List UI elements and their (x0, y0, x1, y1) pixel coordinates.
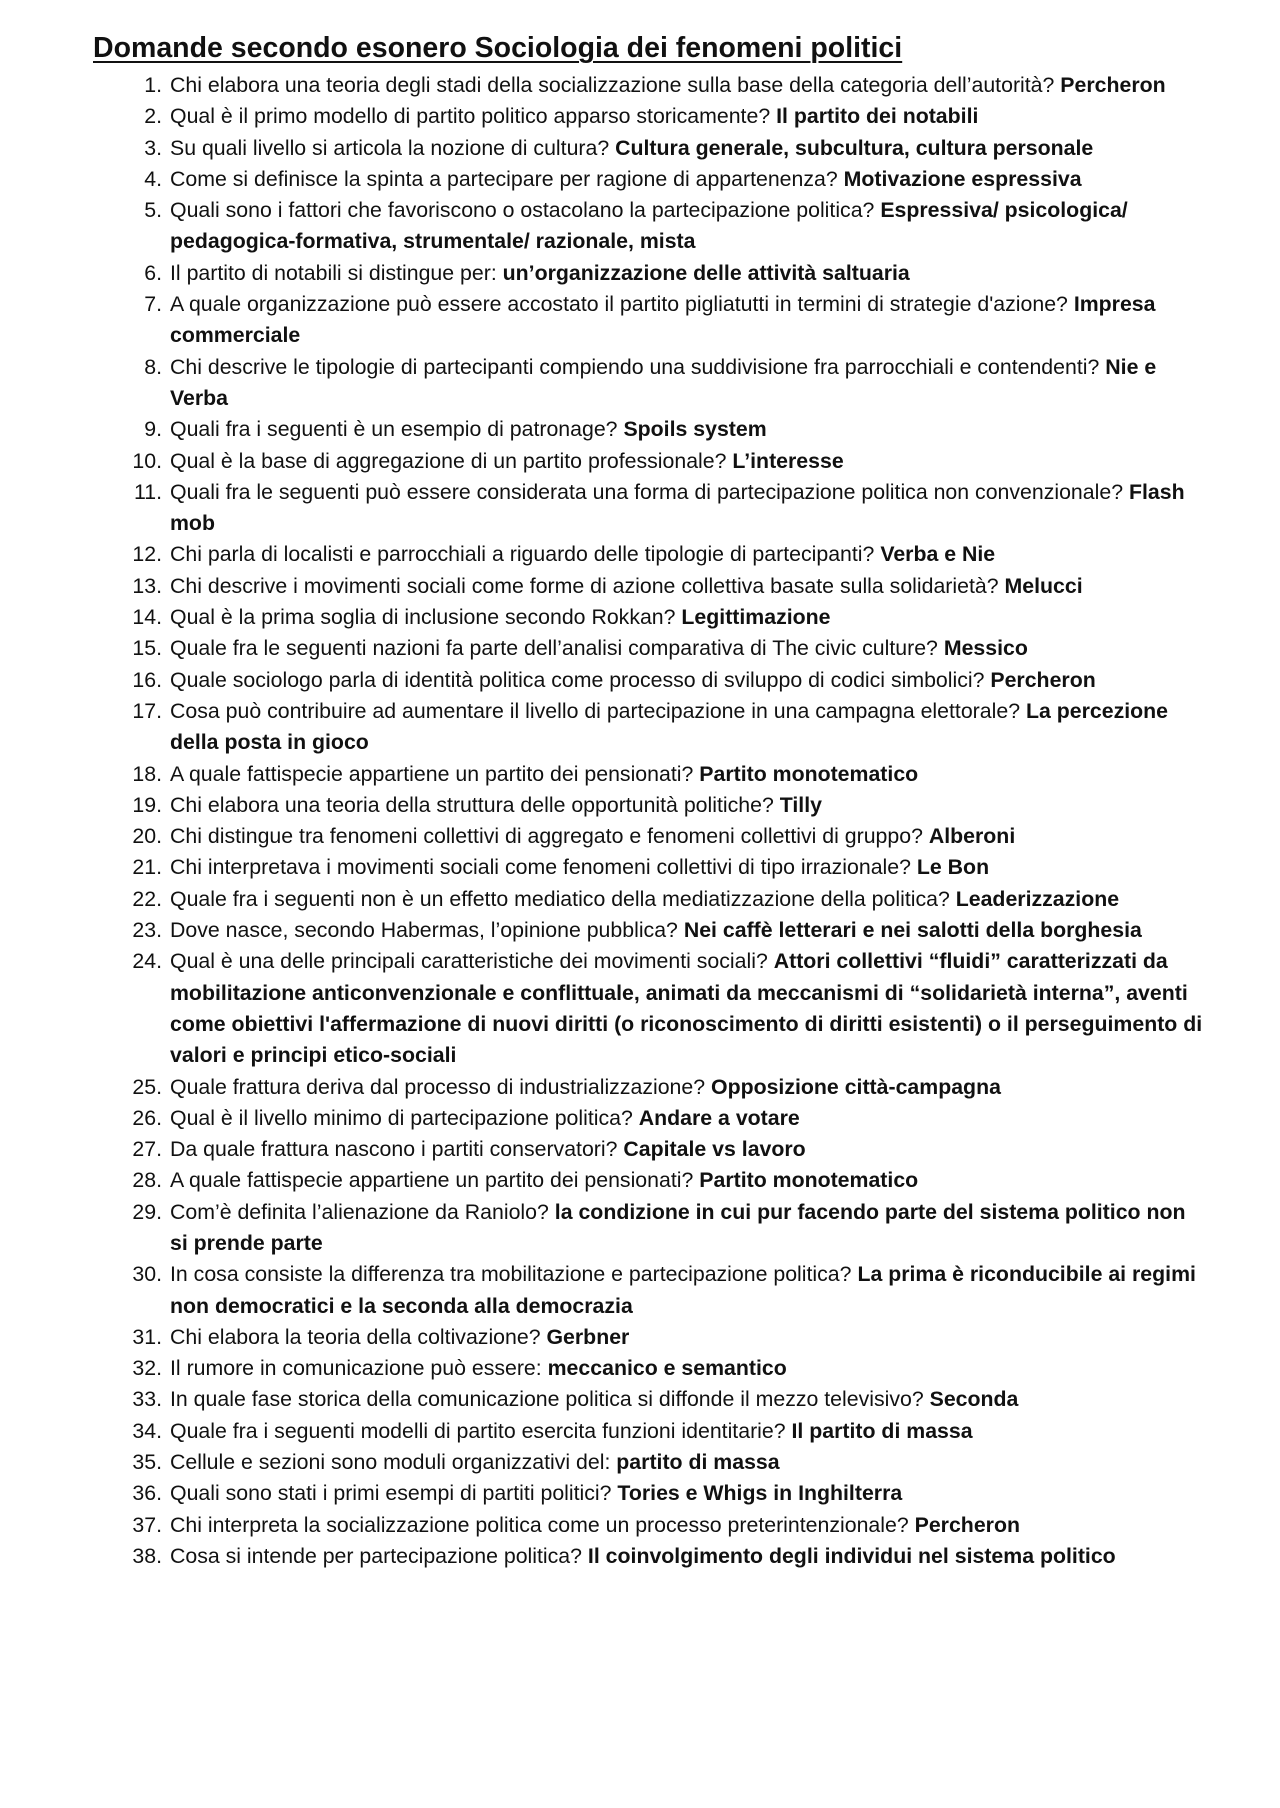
question-text: Quali fra le seguenti può essere considerata una forma di partecipazione politica non convenzionale? (170, 479, 1124, 504)
question-item (130, 915, 1205, 946)
answer-text: partito di massa (616, 1450, 780, 1475)
answer-text: Capitale vs lavoro (623, 1137, 806, 1162)
question-item (130, 446, 1205, 477)
question-text: Chi elabora la teoria della coltivazione? (170, 1324, 541, 1349)
question-item (130, 1259, 1205, 1322)
answer-text: Verba e Nie (880, 542, 996, 567)
answer-text: Nei caffè letterari e nei salotti della borghesia (683, 918, 1142, 943)
question-text: Qual è il livello minimo di partecipazione politica? (170, 1105, 633, 1130)
question-number: 27 . (130, 1134, 162, 1165)
question-number: 7 . (130, 289, 162, 320)
question-item (130, 70, 1205, 101)
question-text: Quale fra i seguenti non è un effetto mediatico della mediatizzazione della politica? (170, 886, 950, 911)
question-number: 3 . (130, 133, 162, 164)
question-item (130, 352, 1205, 415)
question-item (130, 602, 1205, 633)
answer-text: Percheron (990, 667, 1096, 692)
question-number: 34 . (130, 1416, 162, 1447)
question-text: Chi interpreta la socializzazione politica come un processo preterintenzionale? (170, 1512, 909, 1537)
question-number: 21 . (130, 852, 162, 883)
answer-text: Flash mob (170, 479, 1185, 536)
question-number: 1 . (130, 70, 162, 101)
answer-text: Gerbner (546, 1324, 630, 1349)
answer-text: Le Bon (916, 855, 990, 880)
question-text: Cellule e sezioni sono moduli organizzativi del: (170, 1450, 611, 1475)
question-number: 12 . (130, 539, 162, 570)
question-number: 25 . (130, 1072, 162, 1103)
answer-text: Il partito di massa (791, 1418, 973, 1443)
question-item (130, 289, 1205, 352)
question-number: 32 . (130, 1353, 162, 1384)
question-number: 31 . (130, 1322, 162, 1353)
question-item (130, 1134, 1205, 1165)
question-number: 36 . (130, 1478, 162, 1509)
answer-text: Opposizione città-campagna (711, 1074, 1001, 1099)
question-item (130, 696, 1205, 759)
question-number: 26 . (130, 1103, 162, 1134)
question-text: Chi interpretava i movimenti sociali come fenomeni collettivi di tipo irrazionale? (170, 855, 911, 880)
question-text: Cosa si intende per partecipazione politica? (170, 1543, 582, 1568)
question-item (130, 946, 1205, 1071)
question-text: In cosa consiste la differenza tra mobilitazione e partecipazione politica? (170, 1262, 852, 1287)
question-number: 23 . (130, 915, 162, 946)
question-item (130, 1541, 1205, 1572)
question-item (130, 571, 1205, 602)
question-text: A quale fattispecie appartiene un partito dei pensionati? (170, 761, 694, 786)
answer-text: Seconda (929, 1387, 1019, 1412)
question-text: Come si definisce la spinta a partecipare per ragione di appartenenza? (170, 166, 838, 191)
answer-text: Espressiva/ psicologica/ pedagogica-formativa, strumentale/ razionale, mista (170, 198, 1128, 254)
question-item (130, 258, 1205, 289)
question-item (130, 164, 1205, 195)
question-text: Dove nasce, secondo Habermas, l’opinione pubblica? (170, 918, 678, 943)
question-number: 4 . (130, 164, 162, 195)
question-item (130, 1103, 1205, 1134)
question-text: Qual è la prima soglia di inclusione secondo Rokkan? (170, 605, 676, 630)
answer-text: Tories e Whigs in Inghilterra (617, 1481, 903, 1506)
question-number: 5 . (130, 195, 162, 226)
answer-text: Il partito dei notabili (776, 104, 979, 129)
question-item (130, 1478, 1205, 1509)
answer-text: Melucci (1004, 573, 1083, 598)
question-item (130, 1197, 1205, 1260)
question-number: 13 . (130, 571, 162, 602)
answer-text: Messico (943, 636, 1028, 661)
question-number: 30 . (130, 1259, 162, 1290)
answer-text: Partito monotematico (699, 1168, 919, 1193)
question-item (130, 133, 1205, 164)
question-number: 16 . (130, 665, 162, 696)
answer-text: Percheron (914, 1512, 1020, 1537)
question-number: 14 . (130, 602, 162, 633)
question-item (130, 1510, 1205, 1541)
question-text: Chi descrive le tipologie di partecipanti compiendo una suddivisione fra parrocchiali e contendenti? (170, 354, 1100, 379)
question-number: 2 . (130, 101, 162, 132)
question-text: Chi distingue tra fenomeni collettivi di aggregato e fenomeni collettivi di gruppo? (170, 824, 923, 849)
answer-text: Attori collettivi “fluidi” caratterizzati da mobilitazione anticonvenzionale e conflittuale, animati da meccanismi di “solidarietà interna”, aventi come obiettivi l'affermazione di nuovi diritti (o riconoscimento di diritti esistenti) o il perseguimento di valori e principi etico-sociali (170, 949, 1203, 1068)
question-item (130, 1416, 1205, 1447)
answer-text: Spoils system (623, 417, 767, 442)
question-text: Chi parla di localisti e parrocchiali a riguardo delle tipologie di partecipanti? (170, 542, 875, 567)
question-text: Chi elabora una teoria della struttura delle opportunità politiche? (170, 792, 774, 817)
answer-text: L’interesse (732, 448, 844, 473)
question-number: 8 . (130, 352, 162, 383)
question-text: Quale fra i seguenti modelli di partito esercita funzioni identitarie? (170, 1418, 786, 1443)
question-number: 9 . (130, 414, 162, 445)
question-text: A quale fattispecie appartiene un partito dei pensionati? (170, 1168, 694, 1193)
question-item (130, 414, 1205, 445)
answer-text: un’organizzazione delle attività saltuaria (502, 260, 910, 285)
question-number: 18 . (130, 759, 162, 790)
question-text: A quale organizzazione può essere accostato il partito pigliatutti in termini di strategie d'azione? (170, 292, 1068, 317)
question-text: Il rumore in comunicazione può essere: (170, 1356, 542, 1381)
question-item (130, 790, 1205, 821)
question-item (130, 1072, 1205, 1103)
question-text: Chi descrive i movimenti sociali come forme di azione collettiva basate sulla solidarietà? (170, 573, 999, 598)
question-number: 19 . (130, 790, 162, 821)
answer-text: Percheron (1060, 73, 1166, 97)
answer-text: Impresa commerciale (170, 292, 1156, 348)
question-item (130, 759, 1205, 790)
answer-text: Motivazione espressiva (843, 166, 1082, 191)
question-number: 28 . (130, 1165, 162, 1196)
question-text: Com’è definita l’alienazione da Raniolo? (170, 1199, 549, 1224)
question-item (130, 1165, 1205, 1196)
question-item (130, 884, 1205, 915)
question-number: 10 . (130, 446, 162, 477)
question-text: In quale fase storica della comunicazione politica si diffonde il mezzo televisivo? (170, 1387, 924, 1412)
question-text: Il partito di notabili si distingue per: (170, 260, 497, 285)
question-item (130, 195, 1205, 258)
question-item (130, 1322, 1205, 1353)
question-item (130, 477, 1205, 540)
answer-text: La prima è riconducibile ai regimi non democratici e la seconda alla democrazia (170, 1262, 1196, 1318)
question-item (130, 821, 1205, 852)
answer-text: Nie e Verba (170, 354, 1157, 410)
question-item (130, 539, 1205, 570)
question-item (130, 633, 1205, 664)
question-text: Cosa può contribuire ad aumentare il livello di partecipazione in una campagna elettorale? (170, 698, 1021, 723)
answer-text: la condizione in cui pur facendo parte del sistema politico non si prende parte (170, 1199, 1186, 1255)
question-number: 17 . (130, 696, 162, 727)
question-number: 33 . (130, 1384, 162, 1415)
question-item (130, 665, 1205, 696)
answer-text: Alberoni (928, 824, 1016, 849)
question-text: Su quali livello si articola la nozione di cultura? (170, 135, 610, 160)
question-number: 22 . (130, 884, 162, 915)
question-text: Quale fra le seguenti nazioni fa parte dell’analisi comparativa di The civic culture? (170, 636, 938, 661)
question-text: Qual è una delle principali caratteristiche dei movimenti sociali? (170, 949, 768, 974)
question-number: 11 . (130, 477, 162, 508)
answer-text: meccanico e semantico (547, 1356, 787, 1381)
question-number: 38 . (130, 1541, 162, 1572)
question-number: 6 . (130, 258, 162, 289)
question-item (130, 852, 1205, 883)
answer-text: Cultura generale, subcultura, cultura personale (615, 135, 1094, 160)
question-number: 15 . (130, 633, 162, 664)
page-title: Domande secondo esonero Sociologia dei fenomeni politici (93, 32, 903, 64)
answer-text: Partito monotematico (699, 761, 919, 786)
question-list (130, 70, 1205, 1572)
question-text: Qual è la base di aggregazione di un partito professionale? (170, 448, 727, 473)
question-text: Quali fra i seguenti è un esempio di patronage? (170, 417, 618, 442)
answer-text: Legittimazione (681, 605, 831, 630)
question-number: 37 . (130, 1510, 162, 1541)
question-number: 20 . (130, 821, 162, 852)
question-number: 29 . (130, 1197, 162, 1228)
question-item (130, 1447, 1205, 1478)
question-item (130, 1353, 1205, 1384)
question-text: Quale frattura deriva dal processo di industrializzazione? (170, 1074, 706, 1099)
question-item (130, 101, 1205, 132)
answer-text: Il coinvolgimento degli individui nel sistema politico (587, 1543, 1116, 1568)
question-text: Quale sociologo parla di identità politica come processo di sviluppo di codici simbolici? (170, 667, 985, 692)
question-text: Da quale frattura nascono i partiti conservatori? (170, 1137, 618, 1162)
question-text: Quali sono stati i primi esempi di partiti politici? (170, 1481, 612, 1506)
answer-text: Tilly (779, 792, 822, 817)
question-text: Quali sono i fattori che favoriscono o ostacolano la partecipazione politica? (170, 198, 875, 223)
question-item (130, 1384, 1205, 1415)
answer-text: Andare a votare (638, 1105, 800, 1130)
question-number: 24 . (130, 946, 162, 977)
answer-text: La percezione della posta in gioco (170, 698, 1168, 755)
question-text: Qual è il primo modello di partito politico apparso storicamente? (170, 104, 771, 129)
question-number: 35 . (130, 1447, 162, 1478)
question-text: Chi elabora una teoria degli stadi della socializzazione sulla base della categoria dell’autorità? (170, 73, 1055, 97)
answer-text: Leaderizzazione (955, 886, 1120, 911)
